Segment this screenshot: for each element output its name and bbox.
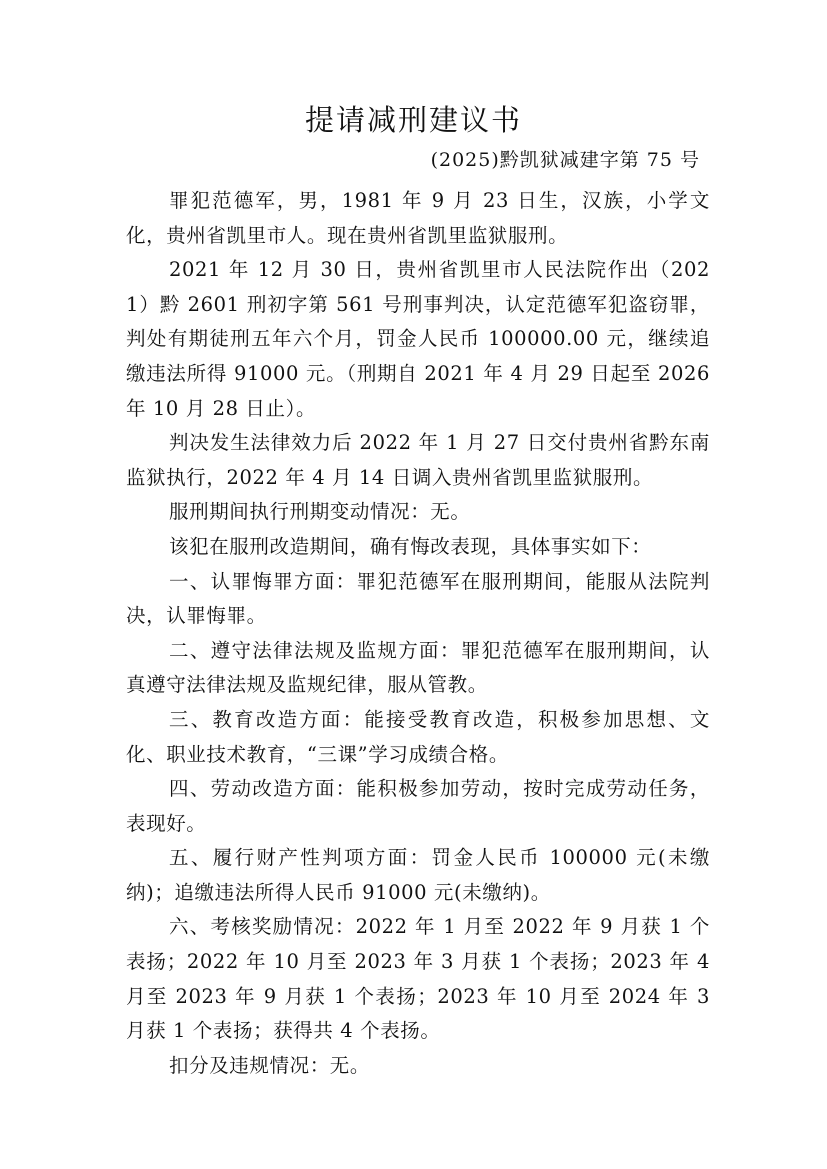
document-title: 提请减刑建议书 (304, 103, 522, 137)
paragraph-repentance-intro: 该犯在服刑改造期间，确有悔改表现，具体事实如下： (169, 534, 652, 558)
paragraph-labor: 四、劳动改造方面：能积极参加劳动，按时完成劳动任务，表现好。 (126, 777, 710, 835)
paragraph-law-compliance: 二、遵守法律法规及监规方面：罪犯范德军在服刑期间，认真遵守法律法规及监规纪律，服从管教。 (126, 638, 710, 697)
document-number: (2025)黔凯狱减建字第 75 号 (430, 149, 700, 171)
paragraph-violations: 扣分及违规情况：无。 (169, 1053, 371, 1077)
paragraph-judgment: 2021 年 12 月 30 日，贵州省凯里市人民法院作出（2021）黔 2601 刑初字第 561 号刑事判决，认定范德军犯盗窃罪，判处有期徒刑五年六个月，罚金人民币 100000.00 元，继续追缴违法所得 91000 元。（刑期自 2021 年 4 月 29 日起至 2026 年 10 月 28 日止）。 (126, 258, 710, 420)
paragraph-admission-of-guilt: 一、认罪悔罪方面：罪犯范德军在服刑期间，能服从法院判决，认罪悔罪。 (126, 569, 710, 628)
paragraph-rewards: 六、考核奖励情况：2022 年 1 月至 2022 年 9 月获 1 个表扬；2022 年 10 月至 2023 年 3 月获 1 个表扬；2023 年 4 月至 2023 年 9 月获 1 个表扬；2023 年 10 月至 2024 年 3 月获 1 个表扬；获得共 4 个表扬。 (126, 915, 710, 1043)
paragraph-property-judgment: 五、履行财产性判项方面：罚金人民币 100000 元(未缴纳)；追缴违法所得人民币 91000 元(未缴纳)。 (126, 846, 710, 904)
document-body (126, 184, 710, 1083)
paragraph-sentence-change: 服刑期间执行刑期变动情况：无。 (169, 500, 471, 524)
paragraph-execution: 判决发生法律效力后 2022 年 1 月 27 日交付贵州省黔东南监狱执行，2022 年 4 月 14 日调入贵州省凯里监狱服刑。 (126, 431, 710, 489)
paragraph-criminal-info: 罪犯范德军，男，1981 年 9 月 23 日生，汉族，小学文化，贵州省凯里市人。现在贵州省凯里监狱服刑。 (126, 189, 710, 247)
paragraph-education: 三、教育改造方面：能接受教育改造，积极参加思想、文化、职业技术教育，“三课”学习成绩合格。 (126, 707, 710, 766)
